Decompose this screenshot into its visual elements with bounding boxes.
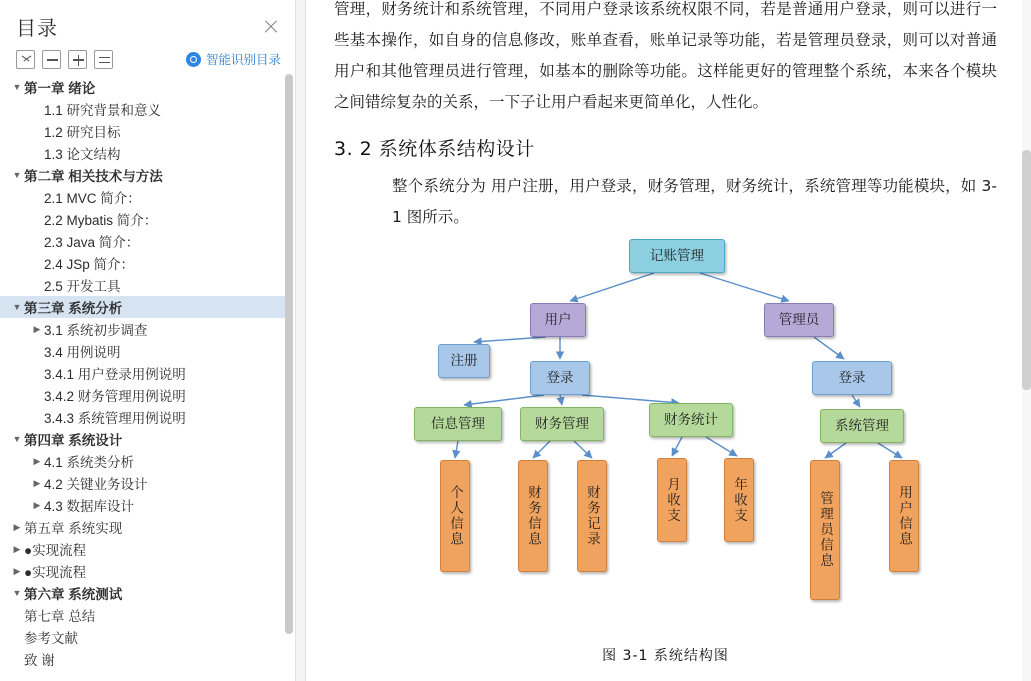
document-page: [306, 0, 1031, 681]
toc-item-label: 3.4 用例说明: [44, 345, 121, 360]
chevron-down-icon[interactable]: ▼: [12, 588, 22, 598]
diagram-node-caiwujilu: 财务记录: [577, 460, 607, 572]
toc-item[interactable]: [0, 186, 288, 208]
toc-item-label: 第二章 相关技术与方法: [24, 169, 163, 184]
chevron-right-icon[interactable]: ▶: [33, 500, 41, 510]
toc-item-label: ●实现流程: [24, 543, 87, 558]
toc-item-label: 2.3 Java 简介：: [44, 235, 140, 250]
toc-item[interactable]: [0, 648, 288, 670]
diagram-node-nianshouzhi: 年收支: [724, 458, 754, 542]
toc-item[interactable]: [0, 406, 288, 428]
chevron-down-icon[interactable]: ▼: [12, 302, 22, 312]
toc-item-label: 3.4.3 系统管理用例说明: [44, 411, 186, 426]
smart-toc-label: 智能识别目录: [205, 53, 281, 67]
toc-item[interactable]: [0, 582, 288, 604]
diagram-node-zhuce: 注册: [438, 344, 490, 378]
diagram-node-xitong: 系统管理: [820, 409, 904, 443]
chevron-down-icon[interactable]: ▼: [12, 82, 22, 92]
toc-item-label: 3.1 系统初步调查: [44, 323, 148, 338]
toc-item-label: 致 谢: [24, 653, 55, 668]
toc-item[interactable]: [0, 340, 288, 362]
document-scrollbar-thumb[interactable]: [1022, 150, 1031, 390]
toc-sidebar: [0, 0, 296, 681]
toc-item[interactable]: [0, 472, 288, 494]
chevron-right-icon[interactable]: ▶: [33, 324, 41, 334]
toc-item-label: ●实现流程: [24, 565, 87, 580]
toc-item[interactable]: [0, 164, 288, 186]
diagram-node-geren: 个人信息: [440, 460, 470, 572]
toc-item[interactable]: [0, 76, 288, 98]
toc-item[interactable]: [0, 142, 288, 164]
toc-item[interactable]: [0, 560, 288, 582]
toc-item-label: 第五章 系统实现: [24, 521, 123, 536]
diagram-node-glyxinxi: 管理员信息: [810, 460, 840, 600]
diagram-node-xinxi: 信息管理: [414, 407, 502, 441]
toc-item-label: 第六章 系统测试: [24, 587, 123, 602]
section-heading: 3. 2 系统体系结构设计: [334, 138, 535, 160]
toc-item[interactable]: [0, 230, 288, 252]
toc-item[interactable]: [0, 98, 288, 120]
diagram-node-caiwu: 财务管理: [520, 407, 604, 441]
toc-item[interactable]: [0, 538, 288, 560]
toc-item[interactable]: [0, 626, 288, 648]
smart-toc-button[interactable]: [186, 50, 281, 68]
sidebar-header: [0, 0, 295, 47]
sidebar-scrollbar-thumb[interactable]: [285, 74, 293, 634]
toc-item[interactable]: [0, 252, 288, 274]
diagram-node-yhxinxi: 用户信息: [889, 460, 919, 572]
chevron-down-icon[interactable]: ▼: [12, 170, 22, 180]
chevron-down-icon[interactable]: ▼: [12, 434, 22, 444]
toc-item[interactable]: [0, 318, 288, 340]
smart-toc-icon: [186, 52, 201, 67]
diagram-node-caiwuxinxi: 财务信息: [518, 460, 548, 572]
toc-item-label: 1.1 研究背景和意义: [44, 103, 162, 118]
toc-item-label: 3.4.2 财务管理用例说明: [44, 389, 186, 404]
toc-item-label: 4.1 系统类分析: [44, 455, 135, 470]
diagram-node-denglu2: 登录: [812, 361, 892, 395]
toc-item[interactable]: [0, 428, 288, 450]
toc-item-label: 第一章 绪论: [24, 81, 96, 96]
toc-item-label: 第三章 系统分析: [24, 301, 123, 316]
toc-item-label: 1.3 论文结构: [44, 147, 121, 162]
toc-item[interactable]: [0, 362, 288, 384]
diagram-node-tongji: 财务统计: [649, 403, 733, 437]
chevron-right-icon[interactable]: ▶: [13, 522, 21, 532]
toc-item[interactable]: [0, 516, 288, 538]
toc-item-label: 2.5 开发工具: [44, 279, 121, 294]
expand-all-icon[interactable]: [94, 50, 113, 69]
toc-item[interactable]: [0, 296, 288, 318]
collapse-all-icon[interactable]: [16, 50, 35, 69]
paragraph-body: 整个系统分为 用户注册，用户登录，财务管理，财务统计，系统管理等功能模块，如 3-1 图所示。: [392, 177, 997, 226]
diagram-node-jizhang: 记账管理: [629, 239, 725, 273]
minus-icon[interactable]: [42, 50, 61, 69]
document-scrollbar[interactable]: [1022, 0, 1031, 681]
page-edge-strip: [296, 0, 306, 681]
toc-item-label: 3.4.1 用户登录用例说明: [44, 367, 186, 382]
toc-list[interactable]: [0, 70, 288, 681]
close-icon[interactable]: [261, 17, 281, 37]
toc-item-label: 2.4 JSp 简介：: [44, 257, 135, 272]
system-structure-diagram: [334, 239, 997, 639]
toc-item[interactable]: [0, 450, 288, 472]
page-title: 目录: [16, 18, 58, 40]
toc-item[interactable]: [0, 494, 288, 516]
figure-caption: 图 3-1 系统结构图: [602, 648, 729, 664]
toc-item-label: 2.1 MVC 简介：: [44, 191, 141, 206]
toc-item[interactable]: [0, 604, 288, 626]
toc-item-label: 第七章 总结: [24, 609, 96, 624]
toc-item[interactable]: [0, 208, 288, 230]
diagram-node-denglu1: 登录: [530, 361, 590, 395]
chevron-right-icon[interactable]: ▶: [13, 566, 21, 576]
diagram-node-yueshouzhi: 月收支: [657, 458, 687, 542]
toc-item-label: 4.3 数据库设计: [44, 499, 135, 514]
paragraph-top: 管理，财务统计和系统管理，不同用户登录该系统权限不同，若是普通用户登录，则可以进行一些基本操作，如自身的信息修改，账单查看，账单记录等功能，若是管理员登录，则可以对普通用户和其他管理员进行管理，如基本的删除等功能。这样能更好的管理整个系统，本来各个模块之间错综复杂的关系，一下子让用户看起来更简单化，人性化。: [334, 0, 997, 111]
toc-item-label: 参考文献: [24, 631, 78, 646]
toc-item-label: 2.2 Mybatis 简介：: [44, 213, 158, 228]
diagram-node-guanliyuan: 管理员: [764, 303, 834, 337]
toc-item[interactable]: [0, 120, 288, 142]
chevron-right-icon[interactable]: ▶: [13, 544, 21, 554]
toc-item[interactable]: [0, 384, 288, 406]
diagram-node-yonghu: 用户: [530, 303, 586, 337]
chevron-right-icon[interactable]: ▶: [33, 456, 41, 466]
toc-item-label: 4.2 关键业务设计: [44, 477, 148, 492]
chevron-right-icon[interactable]: ▶: [33, 478, 41, 488]
toc-item[interactable]: [0, 274, 288, 296]
toc-item-label: 第四章 系统设计: [24, 433, 123, 448]
toc-item-label: 1.2 研究目标: [44, 125, 121, 140]
plus-icon[interactable]: [68, 50, 87, 69]
sidebar-scrollbar[interactable]: [285, 74, 293, 674]
